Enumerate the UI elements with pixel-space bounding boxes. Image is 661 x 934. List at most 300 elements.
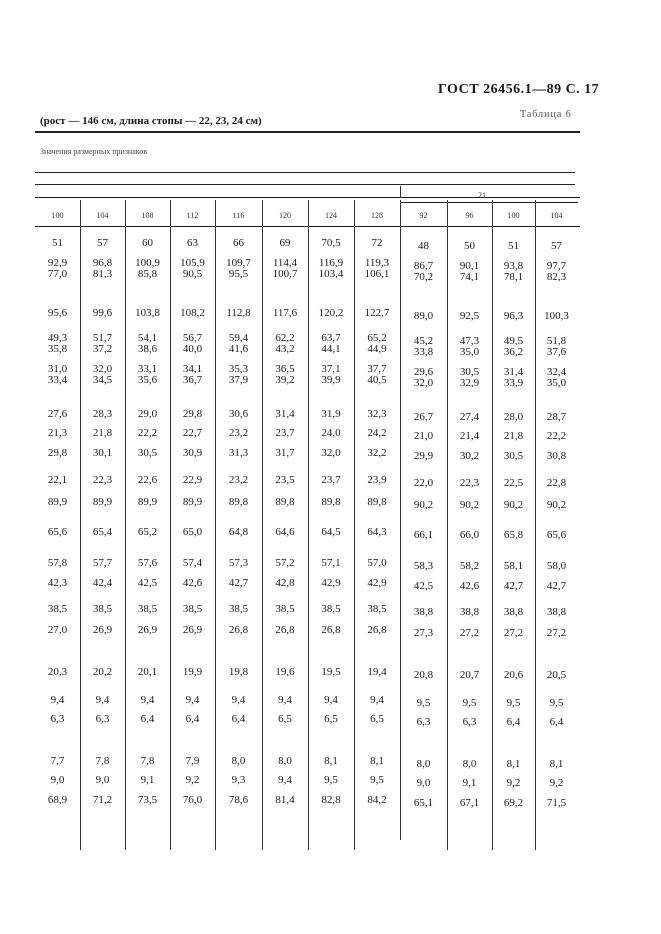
table-cell: 41,6 bbox=[228, 343, 249, 355]
table-cell: 49,5 bbox=[503, 335, 524, 347]
table-cell: 42,7 bbox=[228, 577, 249, 589]
column-divider bbox=[400, 200, 401, 840]
table-cell: 71,5 bbox=[546, 797, 567, 809]
table-cell: 70,5 bbox=[321, 237, 341, 249]
table-cell: 57,1 bbox=[321, 557, 341, 569]
table-cell: 38,5 bbox=[367, 603, 387, 615]
table-cell: 37,2 bbox=[92, 343, 113, 355]
table-cell: 42,5 bbox=[137, 577, 158, 589]
table-cell: 28,3 bbox=[92, 408, 113, 420]
table-cell: 6,4 bbox=[140, 713, 155, 725]
table-cell: 27,3 bbox=[413, 627, 434, 639]
table-cell: 30,5 bbox=[503, 450, 524, 462]
table-cell: 37,9 bbox=[228, 374, 249, 386]
table-cell: 22,3 bbox=[92, 474, 113, 486]
table-cell: 20,7 bbox=[459, 669, 480, 681]
table-cell: 32,9 bbox=[459, 377, 480, 389]
table-cell: 35,3 bbox=[228, 363, 249, 375]
table-cell: 31,9 bbox=[321, 408, 341, 420]
table-cell: 8,1 bbox=[549, 758, 564, 770]
table-cell: 48 bbox=[418, 240, 429, 252]
table-cell: 21,8 bbox=[92, 427, 113, 439]
column-header: 100 bbox=[51, 211, 64, 220]
table-cell: 89,9 bbox=[92, 496, 113, 508]
table-cell: 9,4 bbox=[370, 694, 384, 706]
table-cell: 89,9 bbox=[182, 496, 203, 508]
table-cell: 6,4 bbox=[506, 716, 521, 728]
table-cell: 20,2 bbox=[92, 666, 113, 678]
table-cell: 82,3 bbox=[546, 271, 567, 283]
table-cell: 71,2 bbox=[92, 794, 113, 806]
table-cell: 49,3 bbox=[47, 332, 68, 344]
table-cell: 22,2 bbox=[137, 427, 158, 439]
table-cell: 90,2 bbox=[503, 499, 524, 511]
table-cell: 6,3 bbox=[50, 713, 65, 725]
table-cell: 33,9 bbox=[503, 377, 524, 389]
table-cell: 90,5 bbox=[182, 268, 203, 280]
table-cell: 57 bbox=[551, 240, 562, 252]
table-cell: 6,3 bbox=[462, 716, 477, 728]
table-cell: 32,0 bbox=[413, 377, 434, 389]
table-cell: 27,0 bbox=[47, 624, 68, 636]
table-cell: 9,1 bbox=[462, 777, 477, 789]
table-cell: 36,5 bbox=[275, 363, 295, 375]
column-divider bbox=[262, 200, 263, 850]
table-cell: 22,9 bbox=[182, 474, 203, 486]
table-cell: 114,4 bbox=[272, 257, 298, 269]
table-cell: 57,2 bbox=[275, 557, 295, 569]
table-cell: 38,5 bbox=[47, 603, 68, 615]
table-cell: 24,0 bbox=[321, 427, 341, 439]
table-cell: 30,9 bbox=[182, 447, 203, 459]
table-cell: 42,5 bbox=[413, 580, 434, 592]
table-cell: 6,5 bbox=[278, 713, 292, 725]
table-cell: 30,5 bbox=[137, 447, 158, 459]
column-divider bbox=[170, 200, 171, 850]
table-cell: 30,2 bbox=[459, 450, 480, 462]
table-cell: 40,5 bbox=[367, 374, 387, 386]
table-cell: 57,8 bbox=[47, 557, 68, 569]
table-cell: 97,7 bbox=[546, 260, 567, 272]
table-cell: 24,2 bbox=[367, 427, 387, 439]
table-cell: 89,0 bbox=[413, 310, 434, 322]
table-cell: 57,4 bbox=[182, 557, 203, 569]
table-cell: 32,0 bbox=[321, 447, 341, 459]
table-cell: 38,5 bbox=[92, 603, 113, 615]
table-cell: 8,0 bbox=[231, 755, 246, 767]
table-cell: 57,3 bbox=[228, 557, 249, 569]
table-cell: 89,8 bbox=[367, 496, 387, 508]
table-cell: 39,2 bbox=[275, 374, 295, 386]
table-cell: 58,3 bbox=[413, 560, 434, 572]
table-cell: 57 bbox=[97, 237, 108, 249]
column-divider bbox=[535, 200, 536, 850]
table-cell: 8,0 bbox=[416, 758, 431, 770]
table-cell: 64,8 bbox=[228, 526, 249, 538]
table-cell: 9,2 bbox=[549, 777, 564, 789]
table-cell: 31,3 bbox=[228, 447, 249, 459]
table-cell: 7,8 bbox=[95, 755, 110, 767]
column-divider bbox=[492, 200, 493, 850]
table-cell: 22,0 bbox=[413, 477, 434, 489]
table-cell: 54,1 bbox=[137, 332, 158, 344]
table-cell: 35,0 bbox=[459, 346, 480, 358]
table-cell: 120,2 bbox=[318, 307, 344, 319]
table-cell: 30,6 bbox=[228, 408, 249, 420]
table-cell: 26,8 bbox=[321, 624, 341, 636]
divider bbox=[400, 202, 578, 203]
table-cell: 122,7 bbox=[364, 307, 390, 319]
table-cell: 35,8 bbox=[47, 343, 68, 355]
table-cell: 44,9 bbox=[367, 343, 387, 355]
table-cell: 6,5 bbox=[370, 713, 384, 725]
table-cell: 22,7 bbox=[182, 427, 203, 439]
table-cell: 31,4 bbox=[503, 366, 524, 378]
table-cell: 35,6 bbox=[137, 374, 158, 386]
table-cell: 85,8 bbox=[137, 268, 158, 280]
table-cell: 40,0 bbox=[182, 343, 203, 355]
table-cell: 63,7 bbox=[321, 332, 341, 344]
table-cell: 30,5 bbox=[459, 366, 480, 378]
column-divider bbox=[308, 200, 309, 850]
group-label: 21 bbox=[478, 191, 486, 200]
table-cell: 36,7 bbox=[182, 374, 203, 386]
table-cell: 39,9 bbox=[321, 374, 341, 386]
column-header: 100 bbox=[507, 211, 520, 220]
table-cell: 9,4 bbox=[50, 694, 65, 706]
table-cell: 21,8 bbox=[503, 430, 524, 442]
table-cell: 22,6 bbox=[137, 474, 158, 486]
table-cell: 90,2 bbox=[413, 499, 434, 511]
table-cell: 8,1 bbox=[506, 758, 521, 770]
column-header: 96 bbox=[465, 211, 474, 220]
table-cell: 21,0 bbox=[413, 430, 434, 442]
table-cell: 6,4 bbox=[185, 713, 200, 725]
divider bbox=[35, 184, 575, 185]
table-cell: 117,6 bbox=[272, 307, 298, 319]
table-cell: 9,4 bbox=[140, 694, 155, 706]
table-cell: 19,6 bbox=[275, 666, 295, 678]
table-cell: 33,4 bbox=[47, 374, 68, 386]
table-cell: 20,1 bbox=[137, 666, 158, 678]
table-cell: 7,9 bbox=[185, 755, 200, 767]
table-cell: 58,1 bbox=[503, 560, 524, 572]
table-cell: 59,4 bbox=[228, 332, 249, 344]
table-cell: 109,7 bbox=[226, 257, 251, 269]
column-header: 128 bbox=[371, 211, 383, 220]
table-cell: 65,2 bbox=[367, 332, 387, 344]
table-label: Таблица 6 bbox=[520, 109, 572, 120]
table-cell: 32,0 bbox=[92, 363, 113, 375]
table-cell: 23,9 bbox=[367, 474, 387, 486]
table-cell: 19,4 bbox=[367, 666, 387, 678]
table-cell: 27,6 bbox=[47, 408, 68, 420]
table-cell: 57,7 bbox=[92, 557, 113, 569]
table-cell: 57,6 bbox=[137, 557, 158, 569]
table-cell: 22,2 bbox=[546, 430, 567, 442]
table-cell: 9,5 bbox=[324, 774, 338, 786]
table-cell: 6,3 bbox=[416, 716, 431, 728]
table-cell: 67,1 bbox=[459, 797, 480, 809]
table-cell: 30,8 bbox=[546, 450, 567, 462]
table-cell: 65,2 bbox=[137, 526, 158, 538]
table-cell: 9,0 bbox=[416, 777, 431, 789]
table-cell: 42,3 bbox=[47, 577, 68, 589]
table-cell: 22,3 bbox=[459, 477, 480, 489]
table-cell: 29,9 bbox=[413, 450, 434, 462]
column-header: 108 bbox=[141, 211, 154, 220]
table-cell: 64,3 bbox=[367, 526, 387, 538]
table-cell: 50 bbox=[464, 240, 475, 252]
table-cell: 51,8 bbox=[546, 335, 567, 347]
table-cell: 29,0 bbox=[137, 408, 158, 420]
table-cell: 9,2 bbox=[185, 774, 200, 786]
table-cell: 20,6 bbox=[503, 669, 524, 681]
table-cell: 84,2 bbox=[367, 794, 387, 806]
table-cell: 86,7 bbox=[413, 260, 434, 272]
table-cell: 9,4 bbox=[278, 694, 292, 706]
table-cell: 100,9 bbox=[135, 257, 160, 269]
table-cell: 90,1 bbox=[459, 260, 480, 272]
table-cell: 96,8 bbox=[92, 257, 113, 269]
values-label: Значения размерных признаков bbox=[40, 147, 148, 156]
table-cell: 36,2 bbox=[503, 346, 524, 358]
table-cell: 73,5 bbox=[137, 794, 158, 806]
table-cell: 9,5 bbox=[506, 697, 521, 709]
table-cell: 9,4 bbox=[95, 694, 110, 706]
table-cell: 9,4 bbox=[231, 694, 246, 706]
table-cell: 8,1 bbox=[324, 755, 338, 767]
table-cell: 33,8 bbox=[413, 346, 434, 358]
table-cell: 32,3 bbox=[367, 408, 387, 420]
column-header: 116 bbox=[232, 211, 245, 220]
table-cell: 66 bbox=[233, 237, 244, 249]
table-cell: 89,8 bbox=[321, 496, 341, 508]
table-cell: 89,8 bbox=[228, 496, 249, 508]
table-cell: 27,2 bbox=[503, 627, 524, 639]
table-cell: 77,0 bbox=[47, 268, 68, 280]
table-cell: 68,9 bbox=[47, 794, 68, 806]
table-cell: 9,0 bbox=[95, 774, 110, 786]
table-cell: 31,4 bbox=[275, 408, 295, 420]
table-cell: 33,1 bbox=[137, 363, 158, 375]
table-cell: 100,7 bbox=[272, 268, 298, 280]
table-cell: 66,1 bbox=[413, 529, 434, 541]
table-cell: 89,9 bbox=[137, 496, 158, 508]
table-cell: 47,3 bbox=[459, 335, 480, 347]
column-header: 120 bbox=[279, 211, 291, 220]
table-cell: 32,4 bbox=[546, 366, 567, 378]
table-cell: 38,8 bbox=[413, 606, 434, 618]
table-cell: 31,7 bbox=[275, 447, 295, 459]
table-cell: 22,8 bbox=[546, 477, 567, 489]
table-cell: 76,0 bbox=[182, 794, 203, 806]
table-cell: 9,3 bbox=[231, 774, 246, 786]
table-cell: 65,8 bbox=[503, 529, 524, 541]
table-cell: 27,2 bbox=[546, 627, 567, 639]
table-cell: 89,8 bbox=[275, 496, 295, 508]
table-cell: 44,1 bbox=[321, 343, 341, 355]
table-cell: 96,3 bbox=[503, 310, 524, 322]
table-cell: 6,4 bbox=[549, 716, 564, 728]
table-cell: 23,2 bbox=[228, 427, 249, 439]
table-cell: 34,5 bbox=[92, 374, 113, 386]
table-cell: 108,2 bbox=[180, 307, 205, 319]
table-cell: 29,6 bbox=[413, 366, 434, 378]
table-cell: 65,6 bbox=[47, 526, 68, 538]
column-header: 112 bbox=[186, 211, 199, 220]
table-cell: 103,4 bbox=[318, 268, 344, 280]
table-cell: 116,9 bbox=[318, 257, 344, 269]
table-cell: 26,9 bbox=[137, 624, 158, 636]
table-cell: 92,9 bbox=[47, 257, 68, 269]
table-cell: 9,4 bbox=[278, 774, 292, 786]
table-cell: 37,1 bbox=[321, 363, 341, 375]
table-cell: 8,1 bbox=[370, 755, 384, 767]
table-cell: 51 bbox=[52, 237, 63, 249]
divider bbox=[35, 131, 580, 133]
table-cell: 43,2 bbox=[275, 343, 295, 355]
table-cell: 9,0 bbox=[50, 774, 65, 786]
table-cell: 51 bbox=[508, 240, 519, 252]
table-cell: 38,5 bbox=[321, 603, 341, 615]
table-cell: 37,7 bbox=[367, 363, 387, 375]
table-cell: 27,2 bbox=[459, 627, 480, 639]
table-cell: 95,6 bbox=[47, 307, 68, 319]
table-cell: 20,3 bbox=[47, 666, 68, 678]
table-cell: 26,9 bbox=[182, 624, 203, 636]
table-cell: 7,8 bbox=[140, 755, 155, 767]
table-cell: 20,5 bbox=[546, 669, 567, 681]
table-cell: 106,1 bbox=[364, 268, 390, 280]
table-cell: 27,4 bbox=[459, 411, 480, 423]
table-cell: 81,4 bbox=[275, 794, 295, 806]
table-cell: 69,2 bbox=[503, 797, 524, 809]
table-cell: 9,4 bbox=[185, 694, 200, 706]
table-cell: 19,8 bbox=[228, 666, 249, 678]
table-cell: 30,1 bbox=[92, 447, 113, 459]
table-cell: 26,8 bbox=[275, 624, 295, 636]
table-cell: 90,2 bbox=[546, 499, 567, 511]
table-cell: 22,1 bbox=[47, 474, 68, 486]
table-cell: 60 bbox=[142, 237, 153, 249]
table-cell: 78,6 bbox=[228, 794, 249, 806]
table-cell: 105,9 bbox=[180, 257, 205, 269]
table-cell: 9,2 bbox=[506, 777, 521, 789]
divider bbox=[35, 197, 580, 198]
table-cell: 64,5 bbox=[321, 526, 341, 538]
table-cell: 65,1 bbox=[413, 797, 434, 809]
column-header: 124 bbox=[325, 211, 337, 220]
table-cell: 8,0 bbox=[278, 755, 292, 767]
table-cell: 26,7 bbox=[413, 411, 434, 423]
table-cell: 9,1 bbox=[140, 774, 155, 786]
table-cell: 95,5 bbox=[228, 268, 249, 280]
column-divider bbox=[80, 200, 81, 850]
table-cell: 20,8 bbox=[413, 669, 434, 681]
table-cell: 90,2 bbox=[459, 499, 480, 511]
table-cell: 7,7 bbox=[50, 755, 65, 767]
table-cell: 38,8 bbox=[546, 606, 567, 618]
table-cell: 58,0 bbox=[546, 560, 567, 572]
table-cell: 72 bbox=[371, 237, 383, 249]
table-cell: 6,5 bbox=[324, 713, 338, 725]
table-cell: 63 bbox=[187, 237, 198, 249]
table-cell: 42,6 bbox=[459, 580, 480, 592]
table-cell: 89,9 bbox=[47, 496, 68, 508]
table-cell: 22,5 bbox=[503, 477, 524, 489]
standard-header: ГОСТ 26456.1—89 С. 17 bbox=[438, 82, 600, 97]
table-cell: 69 bbox=[279, 237, 291, 249]
table-cell: 65,6 bbox=[546, 529, 567, 541]
table-cell: 6,3 bbox=[95, 713, 110, 725]
table-cell: 56,7 bbox=[182, 332, 203, 344]
table-cell: 51,7 bbox=[92, 332, 113, 344]
table-cell: 26,9 bbox=[92, 624, 113, 636]
table-cell: 21,4 bbox=[459, 430, 480, 442]
table-cell: 23,2 bbox=[228, 474, 249, 486]
column-divider bbox=[447, 200, 448, 850]
table-cell: 23,7 bbox=[321, 474, 341, 486]
table-cell: 35,0 bbox=[546, 377, 567, 389]
table-cell: 42,9 bbox=[321, 577, 341, 589]
table-cell: 9,5 bbox=[462, 697, 477, 709]
table-cell: 26,8 bbox=[228, 624, 249, 636]
table-cell: 64,6 bbox=[275, 526, 295, 538]
table-cell: 66,0 bbox=[459, 529, 480, 541]
column-header: 104 bbox=[550, 211, 563, 220]
table-cell: 29,8 bbox=[47, 447, 68, 459]
table-cell: 58,2 bbox=[459, 560, 480, 572]
table-cell: 112,8 bbox=[226, 307, 251, 319]
table-cell: 100,3 bbox=[544, 310, 569, 322]
table-cell: 62,2 bbox=[275, 332, 295, 344]
table-cell: 45,2 bbox=[413, 335, 434, 347]
table-cell: 103,8 bbox=[135, 307, 160, 319]
table-cell: 82,8 bbox=[321, 794, 341, 806]
divider bbox=[35, 172, 575, 173]
table-subtitle: (рост — 146 см, длина стопы — 22, 23, 24 см) bbox=[40, 115, 262, 127]
table-cell: 65,4 bbox=[92, 526, 113, 538]
table-cell: 26,8 bbox=[367, 624, 387, 636]
table-cell: 31,0 bbox=[47, 363, 68, 375]
table-cell: 38,5 bbox=[137, 603, 158, 615]
table-cell: 37,6 bbox=[546, 346, 567, 358]
table-cell: 42,4 bbox=[92, 577, 113, 589]
column-divider bbox=[215, 200, 216, 850]
table-cell: 9,5 bbox=[370, 774, 384, 786]
table-cell: 42,7 bbox=[503, 580, 524, 592]
table-cell: 65,0 bbox=[182, 526, 203, 538]
table-cell: 78,1 bbox=[503, 271, 524, 283]
table-cell: 70,2 bbox=[413, 271, 434, 283]
column-divider bbox=[354, 200, 355, 850]
table-cell: 34,1 bbox=[182, 363, 203, 375]
column-header: 104 bbox=[96, 211, 109, 220]
column-divider bbox=[125, 200, 126, 850]
table-cell: 42,6 bbox=[182, 577, 203, 589]
table-cell: 42,8 bbox=[275, 577, 295, 589]
table-cell: 19,5 bbox=[321, 666, 341, 678]
table-cell: 99,6 bbox=[92, 307, 113, 319]
table-cell: 28,0 bbox=[503, 411, 524, 423]
table-cell: 38,6 bbox=[137, 343, 158, 355]
table-cell: 57,0 bbox=[367, 557, 387, 569]
table-cell: 92,5 bbox=[459, 310, 480, 322]
table-cell: 19,9 bbox=[182, 666, 203, 678]
table-cell: 81,3 bbox=[92, 268, 113, 280]
table-cell: 9,5 bbox=[416, 697, 431, 709]
